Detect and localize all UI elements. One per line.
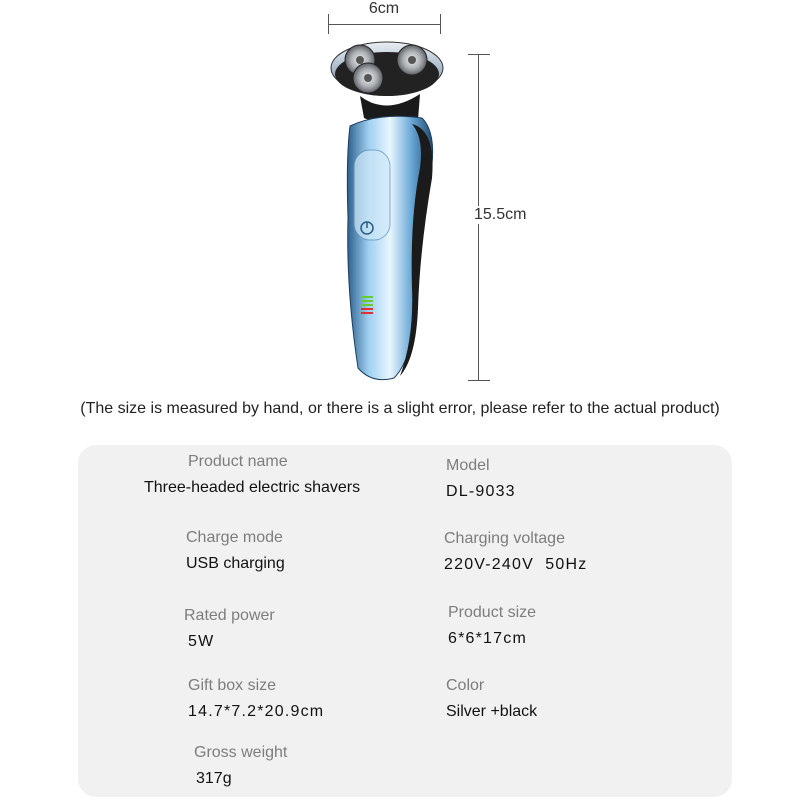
spec-value: 220V-240V 50Hz	[444, 556, 588, 573]
spec-card	[78, 445, 732, 797]
width-dimension	[324, 0, 444, 40]
spec-label: Product size	[448, 604, 537, 621]
spec-label: Color	[446, 677, 485, 694]
size-disclaimer: (The size is measured by hand, or there is a slight error, please refer to the actual product)	[80, 400, 720, 417]
spec-value: USB charging	[186, 555, 285, 572]
height-tick-bottom	[468, 380, 490, 381]
spec-label: Gift box size	[188, 677, 277, 694]
spec-gross-weight	[194, 744, 494, 788]
width-tick-right	[440, 14, 441, 34]
width-label: 6cm	[368, 0, 400, 17]
spec-label: Product name	[188, 453, 288, 470]
width-line	[328, 24, 440, 25]
spec-color	[446, 677, 746, 721]
spec-label: Charging voltage	[444, 530, 565, 547]
shaver-illustration	[320, 38, 450, 388]
spec-product-size	[448, 604, 748, 648]
spec-gift-box-size	[188, 677, 488, 721]
spec-charge-mode	[186, 529, 486, 573]
spec-value: 317g	[196, 770, 232, 787]
height-dimension	[464, 50, 544, 384]
spec-value: Silver +black	[446, 703, 538, 720]
spec-value: 5W	[188, 633, 215, 650]
spec-value: Three-headed electric shavers	[144, 479, 361, 496]
spec-charging-voltage	[444, 530, 744, 574]
spec-value: 6*6*17cm	[448, 630, 527, 647]
spec-model	[446, 457, 746, 501]
spec-rated-power	[184, 607, 484, 651]
spec-value: DL-9033	[446, 483, 516, 500]
spec-value: 14.7*7.2*20.9cm	[188, 703, 325, 720]
spec-label: Model	[446, 457, 490, 474]
spec-product-name	[144, 453, 444, 497]
electric-shaver-image	[320, 38, 450, 388]
spec-label: Charge mode	[186, 529, 283, 546]
spec-label: Gross weight	[194, 744, 288, 761]
height-tick-top	[468, 54, 490, 55]
spec-label: Rated power	[184, 607, 275, 624]
height-label: 15.5cm	[474, 206, 527, 223]
